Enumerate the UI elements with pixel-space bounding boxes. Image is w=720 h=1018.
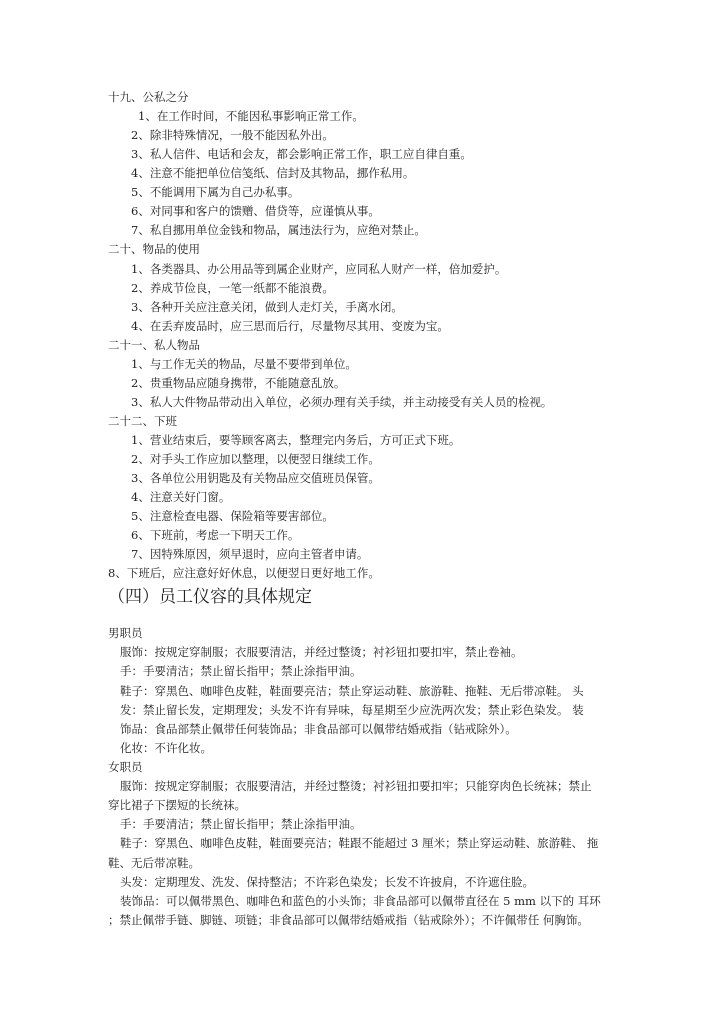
list-item: 1、在工作时间，不能因私事影响正常工作。 bbox=[138, 109, 364, 123]
list-item: 2、贵重物品应随身携带，不能随意乱放。 bbox=[131, 376, 346, 390]
section-22-title: 二十二、下班 bbox=[108, 414, 177, 428]
male-makeup: 化妆：不许化妆。 bbox=[120, 741, 212, 755]
female-hair: 头发：定期理发、洗发、保持整洁；不许彩色染发；长发不许披肩，不许遮住脸。 bbox=[120, 875, 534, 889]
section-20-title: 二十、物品的使用 bbox=[108, 242, 200, 256]
list-item: 8、下班后，应注意好好休息，以便翌日更好地工作。 bbox=[108, 566, 380, 580]
female-shoes: 鞋子：穿黑色、咖啡色皮鞋，鞋面要亮洁；鞋跟不能超过 3 厘米；禁止穿运动鞋、旅游鞋、 拖 bbox=[120, 836, 599, 850]
list-item: 1、各类器具、办公用品等到属企业财产，应同私人财产一样，倍加爱护。 bbox=[131, 262, 507, 276]
section-19-title: 十九、公私之分 bbox=[108, 90, 189, 104]
section-21-title: 二十一、私人物品 bbox=[108, 338, 200, 352]
list-item: 2、对手头工作应加以整理，以便翌日继续工作。 bbox=[131, 452, 380, 466]
female-shoes-cont: 鞋、无后带凉鞋。 bbox=[108, 856, 200, 870]
female-hands: 手：手要清洁；禁止留长指甲；禁止涂指甲油。 bbox=[120, 817, 362, 831]
male-accessories: 饰品：食品部禁止佩带任何装饰品；非食品部可以佩带结婚戒指（钻戒除外）。 bbox=[120, 722, 517, 736]
female-clothing: 服饰：按规定穿制服；衣服要清洁，并经过整烫；衬衫钮扣要扣牢；只能穿肉色长统袜；禁止 bbox=[120, 779, 592, 793]
list-item: 6、下班前，考虑一下明天工作。 bbox=[131, 528, 300, 542]
list-item: 4、在丢弃废品时，应三思而后行，尽量物尽其用、变废为宝。 bbox=[131, 319, 449, 333]
list-item: 7、私自挪用单位金钱和物品，属违法行为，应绝对禁止。 bbox=[131, 223, 426, 237]
list-item: 3、私人信件、电话和会友，都会影响正常工作，职工应自律自重。 bbox=[131, 147, 472, 161]
list-item: 3、各单位公用钥匙及有关物品应交值班员保管。 bbox=[131, 471, 380, 485]
male-hair: 发：禁止留长发，定期理发；头发不许有异味，每星期至少应洗两次发；禁止彩色染发。 装 bbox=[120, 703, 584, 717]
list-item: 4、注意关好门窗。 bbox=[131, 490, 231, 504]
male-shoes: 鞋子：穿黑色、咖啡色皮鞋，鞋面要亮洁；禁止穿运动鞋、旅游鞋、拖鞋、无后带凉鞋。 头 bbox=[120, 684, 584, 698]
female-accessories-cont: ；禁止佩带手链、脚链、项链；非食品部可以佩带结婚戒指（钻戒除外）；不许佩带任 何胸饰。 bbox=[108, 913, 589, 927]
section-heading: （四）员工仪容的具体规定 bbox=[108, 587, 312, 607]
male-staff-label: 男职员 bbox=[108, 626, 143, 640]
female-clothing-cont: 穿比裙子下摆短的长统袜。 bbox=[108, 798, 246, 812]
female-staff-label: 女职员 bbox=[108, 760, 143, 774]
list-item: 7、因特殊原因，须早退时，应向主管者申请。 bbox=[131, 547, 369, 561]
list-item: 2、除非特殊情况，一般不能因私外出。 bbox=[131, 128, 334, 142]
list-item: 3、各种开关应注意关闭，做到人走灯关，手离水闭。 bbox=[131, 300, 403, 314]
list-item: 1、营业结束后，要等顾客离去，整理完内务后，方可正式下班。 bbox=[131, 433, 461, 447]
male-clothing: 服饰：按规定穿制服；衣服要清洁，并经过整烫；衬衫钮扣要扣牢，禁止卷袖。 bbox=[120, 645, 523, 659]
list-item: 2、养成节俭良，一笔一纸都不能浪费。 bbox=[131, 281, 334, 295]
list-item: 3、私人大件物品带动出入单位，必须办理有关手续，并主动接受有关人员的检视。 bbox=[131, 395, 553, 409]
list-item: 1、与工作无关的物品，尽量不要带到单位。 bbox=[131, 357, 357, 371]
list-item: 5、注意检查电器、保险箱等要害部位。 bbox=[131, 509, 334, 523]
female-accessories: 装饰品：可以佩带黑色、咖啡色和蓝色的小头饰；非食品部可以佩带直径在 5 mm 以下的 耳环 bbox=[120, 894, 601, 908]
list-item: 6、对同事和客户的馈赠、借贷等，应谨慎从事。 bbox=[131, 204, 380, 218]
list-item: 5、不能调用下属为自己办私事。 bbox=[131, 185, 300, 199]
male-hands: 手：手要清洁；禁止留长指甲；禁止涂指甲油。 bbox=[120, 664, 362, 678]
list-item: 4、注意不能把单位信笺纸、信封及其物品，挪作私用。 bbox=[131, 166, 415, 180]
